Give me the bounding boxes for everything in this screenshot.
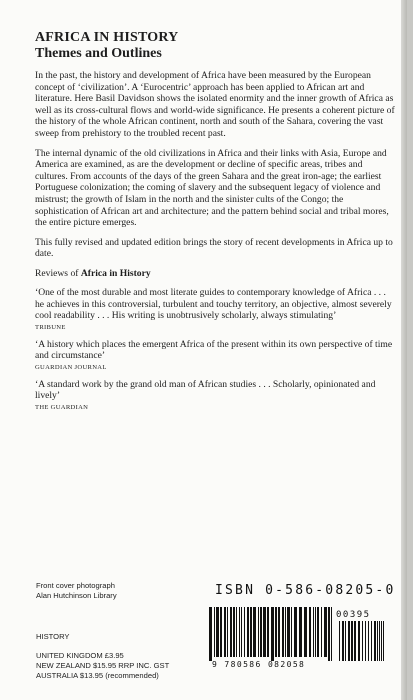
photo-credit [36,581,117,601]
blurb-paragraph-3: This fully revised and updated edition brings the story of recent developments in Africa up to date. [35,236,393,260]
blurb-column [35,30,395,419]
barcode-addon-bar [381,621,382,661]
page-edge [401,0,407,700]
review-quote: ‘One of the most durable and most literate guides to contemporary knowledge of Africa . . . he achieves in this controversial, turbulent and touchy territory, an objective, almost severely cool readability . . . His writing is unobtrusively scholarly, always stimulating’ [35,286,392,322]
barcode-bar [309,607,311,657]
category-label: HISTORY [36,632,70,641]
barcode-addon-bar [365,621,366,661]
review-item [35,379,395,412]
barcode-bar [331,607,332,661]
barcode-bar [317,607,319,657]
review-source: GUARDIAN JOURNAL [35,363,107,371]
photo-credit-line-2: Alan Hutchinson Library [36,591,117,600]
barcode-addon-bar [345,621,346,661]
barcode-bar [328,607,330,661]
barcode-bar [233,607,235,657]
barcode-addon-bar [368,621,369,661]
barcode-bar [239,607,240,657]
barcode-bar [250,607,252,657]
barcode-addon-bar [354,621,356,661]
barcode-addon-bar [351,621,353,661]
barcode-addon-bar [374,621,376,661]
barcode-bar [267,607,269,657]
barcode-bar [263,607,266,657]
barcode-addon-bar [348,621,350,661]
barcode-bar [313,607,314,657]
barcode-bar [216,607,219,657]
review-item [35,339,395,372]
barcode-bar [287,607,290,657]
blurb-paragraph-1: In the past, the history and development of Africa have been measured by the European concept of ‘civilization’. A ‘Eurocentric’ approach has been applied to African art and literature. Here Basil Davidson shows the isolated enormity and the inner growth of Africa as well as its cross-cultural flows and world-wide significance. He presents a coherent picture of the history of the whole African continent, north and south of the Sahara, covering the vast sweep from prehistory to the troubled recent past. [35,70,395,139]
barcode-bar [220,607,222,657]
barcode-bar [253,607,256,657]
barcode-bar [224,607,226,657]
barcode-bar [275,607,277,657]
barcode-bar [214,607,215,657]
barcode-bar [299,607,302,657]
review-source: THE GUARDIAN [35,404,89,412]
barcode-addon-bar [342,621,344,661]
barcode-addon-bar [379,621,380,661]
barcode-bar [315,607,316,657]
reviews-heading [35,268,395,280]
barcode-addon-bar [358,621,360,661]
barcode-bar [247,607,249,657]
barcode-bar [294,607,297,657]
review-quote: ‘A standard work by the grand old man of African studies . . . Scholarly, opinionated and lively’ [35,378,376,402]
barcode-bar [230,607,232,657]
photo-credit-line-1: Front cover photograph [36,581,115,590]
barcode-bar [241,607,242,657]
price-nz: NEW ZEALAND $15.95 RRP INC. GST [36,661,170,670]
price-au: AUSTRALIA $13.95 (recommended) [36,671,159,680]
barcode-bar [278,607,280,657]
barcode-bar [260,607,262,657]
barcode-price-code: 00395 [336,610,371,620]
barcode-bar [271,607,274,661]
barcode-bar [258,607,259,657]
barcode-ean-digits: 9 780586 082058 [212,660,306,669]
barcode-bar [324,607,327,657]
review-item [35,287,395,332]
barcode-addon-bar [377,621,378,661]
barcode-bar [285,607,286,657]
barcode-addon-bar [371,621,372,661]
barcode-addon-bar [339,621,340,661]
barcode-addon-bar [383,621,384,661]
review-source: TRIBUNE [35,323,66,331]
price-uk: UNITED KINGDOM £3.95 [36,651,124,660]
barcode-bar [304,607,307,657]
barcode-bar [291,607,292,657]
reviews-heading-title: Africa in History [80,267,151,279]
barcode-bar [321,607,322,657]
reviews-heading-prefix: Reviews of [35,267,81,279]
isbn-number: ISBN 0-586-08205-0 [215,583,396,598]
barcode-bar [227,607,228,657]
review-quote: ‘A history which places the emergent Africa of the present within its own perspective of time and circumstance’ [35,338,393,362]
price-list [36,651,169,681]
barcode-bar [209,607,212,661]
book-title: AFRICA IN HISTORY [35,30,179,45]
barcode-addon-bar [362,621,363,661]
barcode-bar [244,607,245,657]
barcode-bar [236,607,237,657]
blurb-paragraph-2: The internal dynamic of the old civilizations in Africa and their links with Asia, Europe and America are examined, as are the development or decline of specific areas, tribes and cultures. From accounts of the days of the green Sahara and the great iron-age; the earliest Portuguese colonization; the coming of slavery and the subsequent legacy of violence and mistrust; the growth of Islam in the north and the sinister cults of the Congo; the sophistication of African art and architecture; and the pattern behind social and tribal mores, the entire picture emerges. [35,147,389,229]
barcode-bar [282,607,284,657]
book-subtitle: Themes and Outlines [35,46,162,61]
